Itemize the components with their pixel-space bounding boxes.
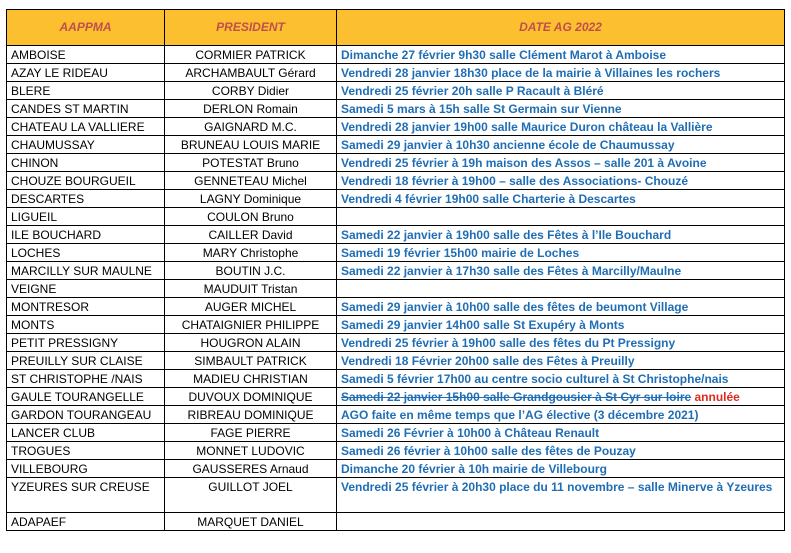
cell-date: Dimanche 27 février 9h30 salle Clément Marot à Amboise [337, 46, 785, 64]
table-row [7, 352, 785, 370]
cell-date [337, 280, 785, 298]
cell-date: Vendredi 25 février 20h salle P Racault à Bléré [337, 82, 785, 100]
cell-president: POTESTAT Bruno [165, 154, 337, 172]
cell-president: GENNETEAU Michel [165, 172, 337, 190]
table-row [7, 280, 785, 298]
table-row [7, 82, 785, 100]
table-row [7, 46, 785, 64]
cell-date: Samedi 29 janvier 14h00 salle St Exupéry à Monts [337, 316, 785, 334]
cell-date: Samedi 5 février 17h00 au centre socio culturel à St Christophe/nais [337, 370, 785, 388]
cell-president: GAUSSERES Arnaud [165, 460, 337, 478]
cell-aappma: BLERE [7, 82, 165, 100]
cell-aappma: LANCER CLUB [7, 424, 165, 442]
cell-aappma: LOCHES [7, 244, 165, 262]
cell-date: Vendredi 18 Février 20h00 salle des Fêtes à Preuilly [337, 352, 785, 370]
cell-aappma: CHATEAU LA VALLIERE [7, 118, 165, 136]
cell-president: GAIGNARD M.C. [165, 118, 337, 136]
table-row [7, 136, 785, 154]
cell-date: Dimanche 20 février à 10h mairie de Villebourg [337, 460, 785, 478]
table-row [7, 406, 785, 424]
cell-aappma: ILE BOUCHARD [7, 226, 165, 244]
table-row [7, 226, 785, 244]
cell-aappma: GAULE TOURANGELLE [7, 388, 165, 406]
cell-aappma: CHINON [7, 154, 165, 172]
cell-president: CORMIER PATRICK [165, 46, 337, 64]
cell-aappma: PETIT PRESSIGNY [7, 334, 165, 352]
cell-aappma: ADAPAEF [7, 513, 165, 531]
cell-aappma: YZEURES SUR CREUSE [7, 478, 165, 513]
cell-date [337, 513, 785, 531]
cell-president: BRUNEAU LOUIS MARIE [165, 136, 337, 154]
cell-aappma: TROGUES [7, 442, 165, 460]
cell-president: DERLON Romain [165, 100, 337, 118]
cell-president: CORBY Didier [165, 82, 337, 100]
cell-president: GUILLOT JOEL [165, 478, 337, 513]
cell-aappma: MARCILLY SUR MAULNE [7, 262, 165, 280]
cell-aappma: PREUILLY SUR CLAISE [7, 352, 165, 370]
table-row [7, 388, 785, 406]
cell-president: ARCHAMBAULT Gérard [165, 64, 337, 82]
header-president: PRESIDENT [165, 10, 337, 46]
cell-date [337, 388, 785, 406]
cell-date: Vendredi 25 février à 19h00 salle des fêtes du Pt Pressigny [337, 334, 785, 352]
cell-date: Vendredi 28 janvier 19h00 salle Maurice Duron château la Vallière [337, 118, 785, 136]
table-row [7, 208, 785, 226]
cell-date: Samedi 22 janvier à 17h30 salle des Fêtes à Marcilly/Maulne [337, 262, 785, 280]
cell-president: DUVOUX DOMINIQUE [165, 388, 337, 406]
cell-date: AGO faite en même temps que l’AG élective (3 décembre 2021) [337, 406, 785, 424]
cell-president: CAILLER David [165, 226, 337, 244]
cell-date: Vendredi 25 février à 19h maison des Assos – salle 201 à Avoine [337, 154, 785, 172]
cell-president: MADIEU CHRISTIAN [165, 370, 337, 388]
cancelled-date-text: Samedi 22 janvier 15h00 salle Grandgousier à St Cyr sur loire [341, 390, 692, 404]
cell-president: AUGER MICHEL [165, 298, 337, 316]
cell-president: FAGE PIERRE [165, 424, 337, 442]
cell-date: Samedi 29 janvier à 10h30 ancienne école de Chaumussay [337, 136, 785, 154]
cell-aappma: CHAUMUSSAY [7, 136, 165, 154]
table-row [7, 460, 785, 478]
table-row [7, 190, 785, 208]
header-aappma: AAPPMA [7, 10, 165, 46]
cell-aappma: VILLEBOURG [7, 460, 165, 478]
cell-aappma: ST CHRISTOPHE /NAIS [7, 370, 165, 388]
table-row [7, 478, 785, 513]
cell-aappma: AZAY LE RIDEAU [7, 64, 165, 82]
table-row [7, 244, 785, 262]
cell-president: SIMBAULT PATRICK [165, 352, 337, 370]
cancelled-badge: annulée [694, 390, 740, 404]
table-row [7, 316, 785, 334]
cell-president: CHATAIGNIER PHILIPPE [165, 316, 337, 334]
cell-date: Samedi 22 janvier à 19h00 salle des Fêtes à l’Ile Bouchard [337, 226, 785, 244]
cell-president: BOUTIN J.C. [165, 262, 337, 280]
cell-president: LAGNY Dominique [165, 190, 337, 208]
cell-aappma: LIGUEIL [7, 208, 165, 226]
table-row [7, 442, 785, 460]
cell-date: Vendredi 25 février à 20h30 place du 11 novembre – salle Minerve à Yzeures [337, 478, 785, 513]
cell-aappma: AMBOISE [7, 46, 165, 64]
cell-aappma: DESCARTES [7, 190, 165, 208]
cell-president: MONNET LUDOVIC [165, 442, 337, 460]
cell-date: Vendredi 28 janvier 18h30 place de la mairie à Villaines les rochers [337, 64, 785, 82]
cell-aappma: CANDES ST MARTIN [7, 100, 165, 118]
cell-date: Samedi 5 mars à 15h salle St Germain sur Vienne [337, 100, 785, 118]
cell-date: Samedi 29 janvier à 10h00 salle des fêtes de beumont Village [337, 298, 785, 316]
cell-aappma: VEIGNE [7, 280, 165, 298]
header-date: DATE AG 2022 [337, 10, 785, 46]
cell-president: RIBREAU DOMINIQUE [165, 406, 337, 424]
table-row [7, 424, 785, 442]
cell-president: HOUGRON ALAIN [165, 334, 337, 352]
table-row [7, 370, 785, 388]
cell-president: MAUDUIT Tristan [165, 280, 337, 298]
table-row [7, 262, 785, 280]
header-row [7, 10, 785, 46]
table-row [7, 334, 785, 352]
table-row [7, 298, 785, 316]
cell-date: Vendredi 4 février 19h00 salle Charterie à Descartes [337, 190, 785, 208]
table-row [7, 513, 785, 531]
table-row [7, 64, 785, 82]
table-row [7, 172, 785, 190]
table-row [7, 154, 785, 172]
table-row [7, 118, 785, 136]
cell-aappma: MONTRESOR [7, 298, 165, 316]
table-row [7, 100, 785, 118]
cell-president: MARY Christophe [165, 244, 337, 262]
spreadsheet [6, 9, 784, 531]
cell-aappma: MONTS [7, 316, 165, 334]
cell-aappma: CHOUZE BOURGUEIL [7, 172, 165, 190]
ag-schedule-table [6, 9, 785, 531]
cell-date: Samedi 26 février à 10h00 salle des fêtes de Pouzay [337, 442, 785, 460]
cell-president: COULON Bruno [165, 208, 337, 226]
cell-aappma: GARDON TOURANGEAU [7, 406, 165, 424]
cell-president: MARQUET DANIEL [165, 513, 337, 531]
cell-date [337, 208, 785, 226]
cell-date: Vendredi 18 février à 19h00 – salle des Associations- Chouzé [337, 172, 785, 190]
cell-date: Samedi 19 février 15h00 mairie de Loches [337, 244, 785, 262]
cell-date: Samedi 26 Février à 10h00 à Château Renault [337, 424, 785, 442]
